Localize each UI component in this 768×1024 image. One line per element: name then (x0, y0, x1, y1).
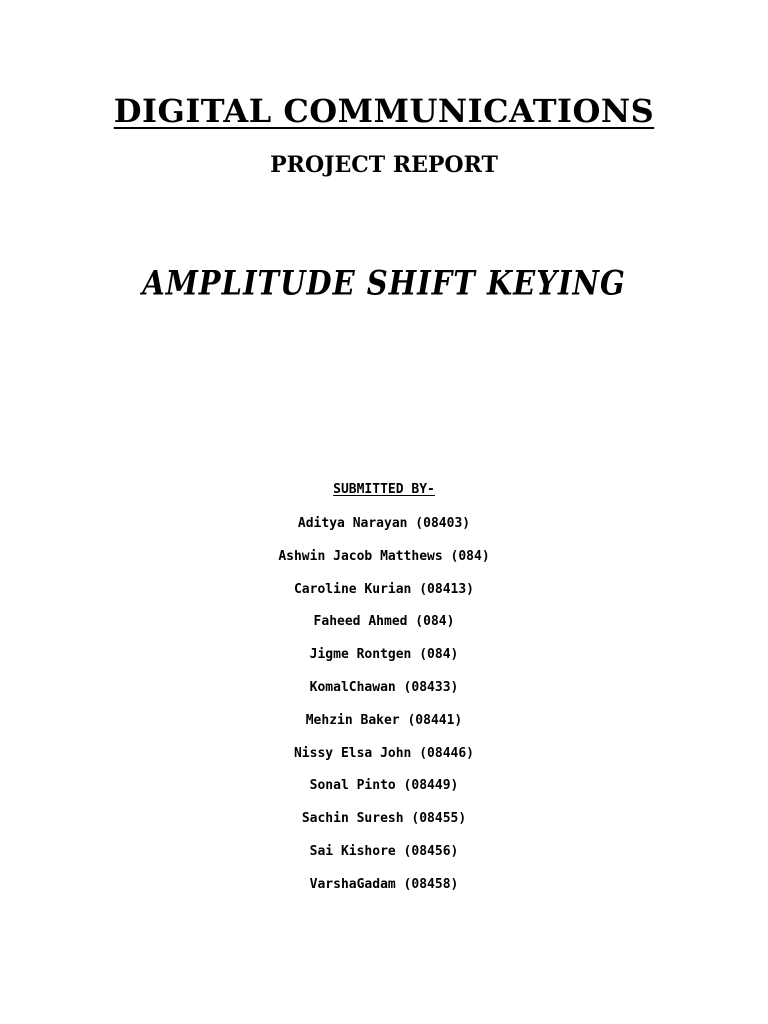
team-member: KomalChawan (08433) (309, 679, 459, 695)
team-member: Ashwin Jacob Matthews (084) (278, 548, 490, 564)
document-title: DIGITAL COMMUNICATIONS (113, 92, 655, 130)
team-member: Sai Kishore (08456) (309, 843, 459, 859)
project-topic: AMPLITUDE SHIFT KEYING (142, 263, 626, 303)
team-member: Jigme Rontgen (084) (309, 647, 459, 663)
team-member: Mehzin Baker (08441) (305, 712, 463, 728)
team-member: Nissy Elsa John (08446) (293, 745, 474, 761)
team-member: Sonal Pinto (08449) (309, 778, 459, 794)
team-member: Faheed Ahmed (084) (313, 614, 455, 630)
submitted-by-heading: SUBMITTED BY- (333, 482, 435, 497)
team-members-list (0, 515, 768, 909)
team-member: VarshaGadam (08458) (309, 876, 459, 892)
document-subtitle: PROJECT REPORT (270, 152, 498, 178)
team-member: Caroline Kurian (08413) (293, 581, 474, 597)
team-member: Sachin Suresh (08455) (301, 811, 467, 827)
team-member: Aditya Narayan (08403) (297, 516, 471, 531)
